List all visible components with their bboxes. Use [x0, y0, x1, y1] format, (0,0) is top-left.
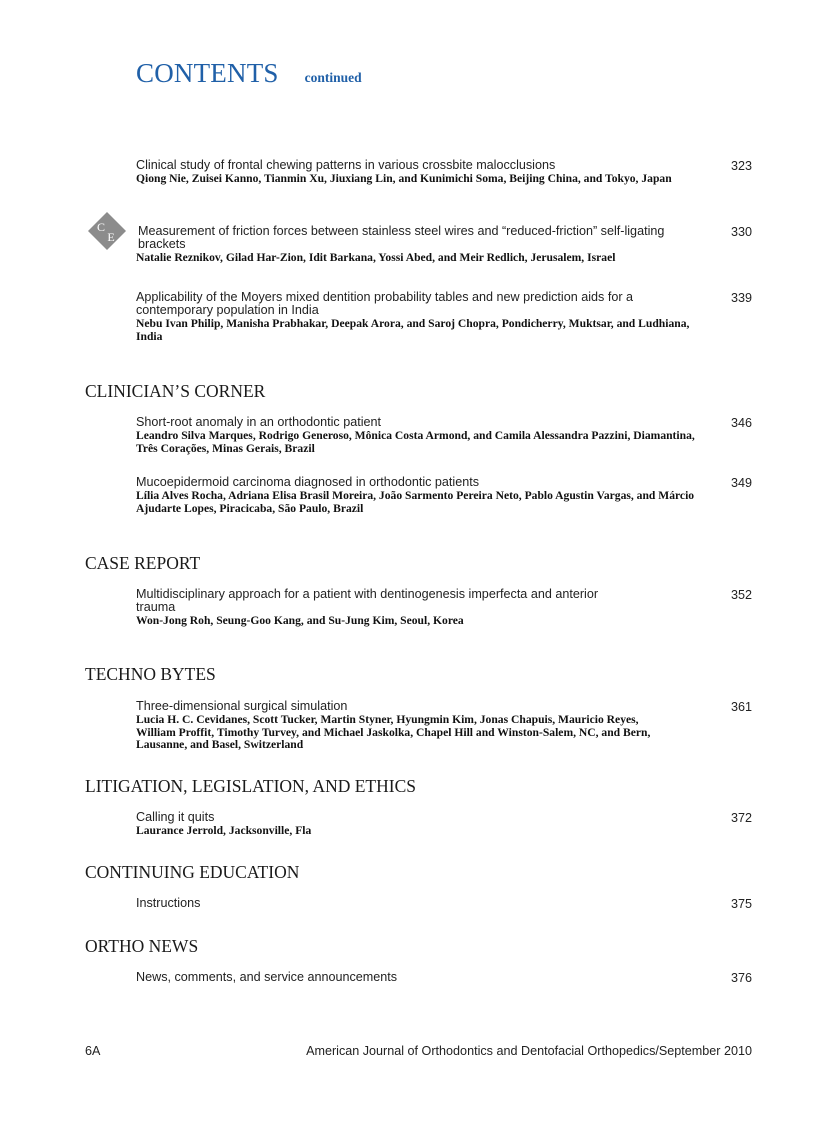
- article-title[interactable]: Calling it quits: [136, 810, 215, 824]
- article-authors: Lília Alves Rocha, Adriana Elisa Brasil Moreira, João Sarmento Pereira Neto, Pablo Agustin Vargas, and Márcio Ajudarte Lopes, Piracicaba, São Paulo, Brazil: [136, 489, 695, 515]
- toc-entry[interactable]: [136, 811, 752, 838]
- page-number: 352: [730, 588, 752, 602]
- article-authors: Leandro Silva Marques, Rodrigo Generoso, Mônica Costa Armond, and Camila Alessandra Pazzini, Diamantina, Três Corações, Minas Gerais, Brazil: [136, 429, 695, 455]
- toc-entry[interactable]: [136, 897, 752, 910]
- page-number: 375: [730, 897, 752, 911]
- section-heading-litigation: LITIGATION, LEGISLATION, AND ETHICS: [85, 776, 416, 796]
- page-number: 346: [730, 416, 752, 430]
- section-heading-techno-bytes: TECHNO BYTES: [85, 664, 216, 684]
- article-authors: Nebu Ivan Philip, Manisha Prabhakar, Deepak Arora, and Saroj Chopra, Pondicherry, Muktsar, and Ludhiana, India: [136, 317, 690, 343]
- article-title[interactable]: News, comments, and service announcements: [136, 970, 398, 984]
- page-number: 330: [730, 225, 752, 239]
- toc-entry[interactable]: [136, 225, 752, 265]
- article-authors: Won-Jong Roh, Seung-Goo Kang, and Su-Jung Kim, Seoul, Korea: [136, 614, 464, 627]
- contents-header: [136, 58, 362, 89]
- article-title[interactable]: Multidisciplinary approach for a patient with dentinogenesis imperfecta and anterior trauma: [136, 587, 599, 614]
- section-heading-clinicians-corner: CLINICIAN’S CORNER: [85, 381, 266, 401]
- article-authors: Qiong Nie, Zuisei Kanno, Tianmin Xu, Jiuxiang Lin, and Kunimichi Soma, Beijing China, and Tokyo, Japan: [136, 172, 672, 185]
- article-title[interactable]: Measurement of friction forces between stainless steel wires and “reduced-friction” self-ligating brackets: [138, 224, 665, 251]
- page-number: 349: [730, 476, 752, 490]
- page-number: 361: [730, 700, 752, 714]
- section-heading-continuing-education: CONTINUING EDUCATION: [85, 862, 300, 882]
- page-number: 339: [730, 291, 752, 305]
- article-title[interactable]: Applicability of the Moyers mixed dentition probability tables and new prediction aids for a contemporary population in India: [136, 290, 634, 317]
- toc-entry[interactable]: [136, 291, 752, 343]
- toc-entry[interactable]: [136, 159, 752, 186]
- article-authors: Natalie Reznikov, Gilad Har-Zion, Idit Barkana, Yossi Abed, and Meir Redlich, Jerusalem, Israel: [136, 251, 616, 264]
- toc-entry[interactable]: [136, 971, 752, 984]
- page-number: 323: [730, 159, 752, 173]
- toc-entry[interactable]: [136, 588, 752, 628]
- continuing-education-badge-icon: [87, 211, 127, 251]
- article-title[interactable]: Short-root anomaly in an orthodontic patient: [136, 415, 382, 429]
- article-title[interactable]: Mucoepidermoid carcinoma diagnosed in orthodontic patients: [136, 475, 480, 489]
- footer-journal-name: American Journal of Orthodontics and Dentofacial Orthopedics/September 2010: [306, 1044, 752, 1058]
- toc-entry[interactable]: [136, 700, 752, 752]
- page-number: 372: [730, 811, 752, 825]
- toc-entry[interactable]: [136, 416, 752, 455]
- continued-label: continued: [304, 70, 362, 85]
- section-heading-ortho-news: ORTHO NEWS: [85, 936, 199, 956]
- article-title[interactable]: Clinical study of frontal chewing patterns in various crossbite malocclusions: [136, 158, 556, 172]
- footer-page-label: 6A: [85, 1044, 101, 1058]
- article-authors: Lucia H. C. Cevidanes, Scott Tucker, Martin Styner, Hyungmin Kim, Jonas Chapuis, Mauricio Reyes, William Proffit, Timothy Turvey, and Michael Jaskolka, Chapel Hill and Winston-Salem, NC, and Bern, Lausanne, and Basel, Switzerland: [136, 713, 651, 751]
- page-title: CONTENTS: [136, 58, 279, 88]
- svg-text:C: C: [96, 220, 106, 234]
- article-authors: Laurance Jerrold, Jacksonville, Fla: [136, 824, 312, 837]
- article-title[interactable]: Instructions: [136, 896, 201, 910]
- article-title[interactable]: Three-dimensional surgical simulation: [136, 699, 348, 713]
- toc-entry[interactable]: [136, 476, 752, 515]
- section-heading-case-report: CASE REPORT: [85, 553, 201, 573]
- svg-text:E: E: [107, 230, 115, 244]
- page-number: 376: [730, 971, 752, 985]
